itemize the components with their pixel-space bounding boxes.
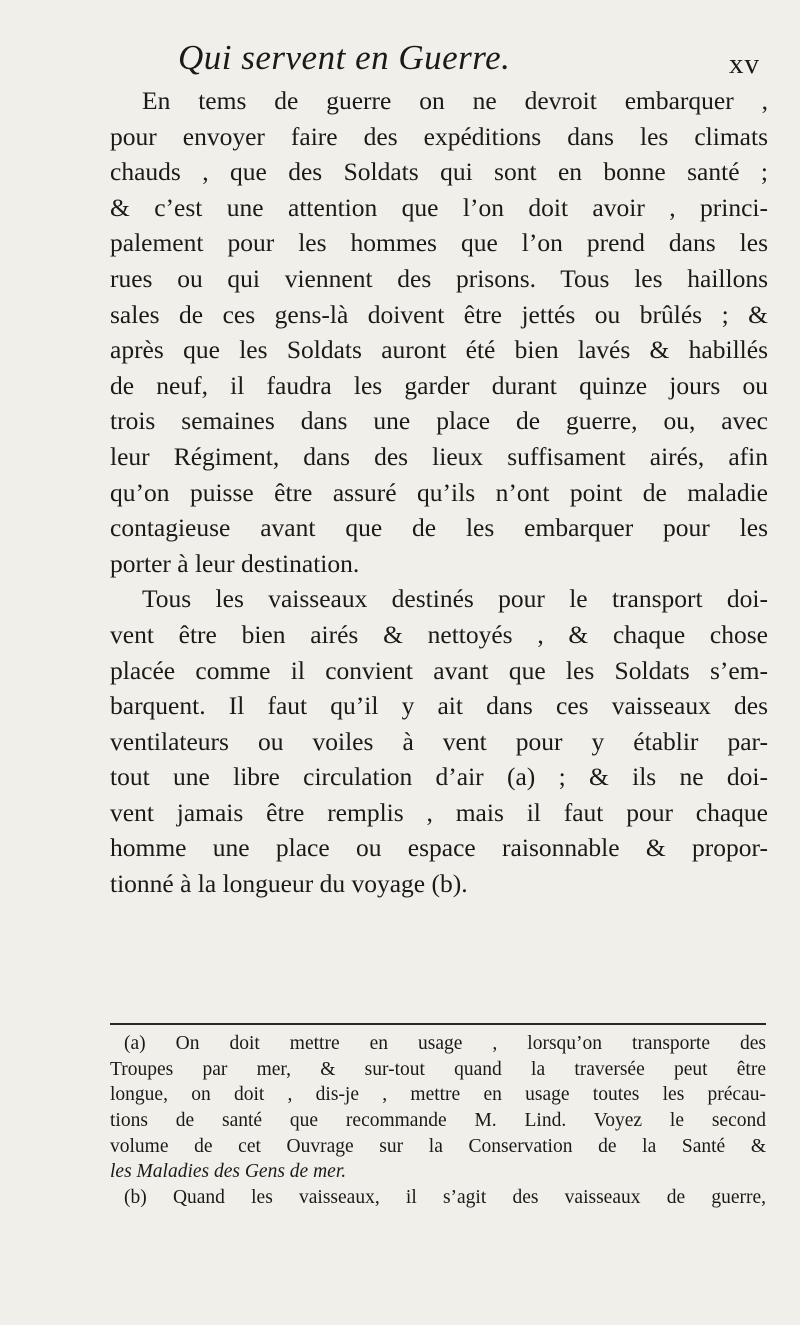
text-line: Tous les vaisseaux destinés pour le transport doi-	[142, 584, 768, 614]
text-line: vent être bien airés & nettoyés , & chaque chose	[110, 619, 768, 649]
text-line: rues ou qui viennent des prisons. Tous les haillons	[110, 263, 768, 293]
footnote-line: les Maladies des Gens de mer.	[110, 1161, 347, 1183]
text-line: vent jamais être remplis , mais il faut pour chaque	[110, 797, 768, 827]
footnote-line: tions de santé que recommande M. Lind. Voyez le second	[110, 1110, 766, 1132]
running-title: Qui servent en Guerre.	[178, 38, 511, 77]
text-line: sales de ces gens-là doivent être jettés ou brûlés ; &	[110, 299, 768, 329]
footnote-divider	[110, 1023, 766, 1025]
text-line: tionné à la longueur du voyage (b).	[110, 869, 468, 899]
footnote-line: Troupes par mer, & sur-tout quand la traversée peut être	[110, 1058, 766, 1080]
text-line: homme une place ou espace raisonnable & propor-	[110, 833, 768, 863]
text-line: après que les Soldats auront été bien lavés & habillés	[110, 335, 768, 365]
main-text	[110, 83, 768, 902]
footnotes	[110, 1031, 766, 1211]
text-line: placée comme il convient avant que les Soldats s’em-	[110, 655, 768, 685]
text-line: chauds , que des Soldats qui sont en bonne santé ;	[110, 157, 768, 187]
text-line: palement pour les hommes que l’on prend dans les	[110, 228, 768, 258]
text-line: porter à leur destination.	[110, 548, 360, 578]
running-header	[120, 38, 760, 88]
text-line: En tems de guerre on ne devroit embarquer ,	[142, 86, 768, 115]
footnote-line: longue, on doit , dis-je , mettre en usage toutes les précau-	[110, 1084, 766, 1106]
page-number: xv	[729, 48, 760, 80]
text-line: barquent. Il faut qu’il y ait dans ces vaisseaux des	[110, 691, 768, 721]
text-line: trois semaines dans une place de guerre, ou, avec	[110, 406, 768, 436]
footnote-line: volume de cet Ouvrage sur la Conservation de la Santé &	[110, 1135, 766, 1157]
footnote-line: (a) On doit mettre en usage , lorsqu’on transporte des	[124, 1033, 766, 1054]
text-line: contagieuse avant que de les embarquer pour les	[110, 513, 768, 543]
footnote-line: (b) Quand les vaisseaux, il s’agit des vaisseaux de guerre,	[124, 1187, 766, 1209]
text-line: pour envoyer faire des expéditions dans les climats	[110, 121, 768, 151]
text-line: tout une libre circulation d’air (a) ; & ils ne doi-	[110, 762, 768, 792]
text-line: leur Régiment, dans des lieux suffisament airés, afin	[110, 441, 768, 471]
text-line: ventilateurs ou voiles à vent pour y établir par-	[110, 726, 768, 756]
text-line: & c’est une attention que l’on doit avoir , princi-	[110, 192, 768, 222]
text-line: de neuf, il faudra les garder durant quinze jours ou	[110, 370, 768, 400]
text-line: qu’on puisse être assuré qu’ils n’ont point de maladie	[110, 477, 768, 507]
